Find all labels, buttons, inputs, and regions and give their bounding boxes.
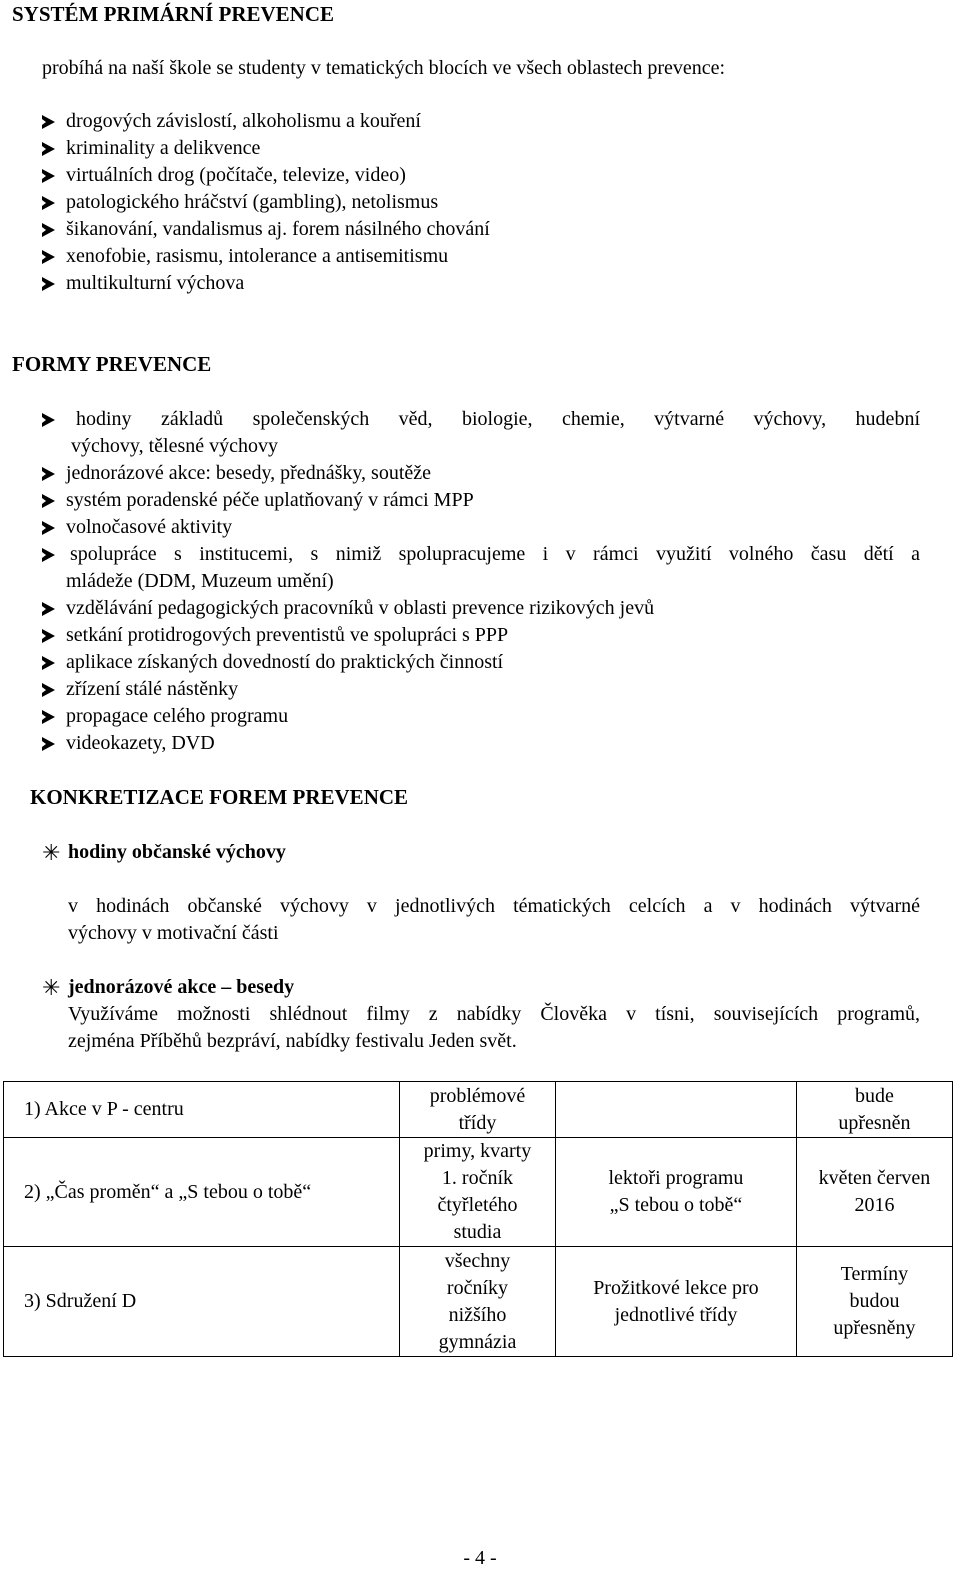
list-item: propagace celého programu	[42, 703, 920, 730]
list-item: kriminality a delikvence	[42, 135, 490, 162]
arrow-bullet-icon	[42, 196, 55, 210]
arrow-bullet-icon	[42, 629, 55, 643]
table-cell-lecturer: lektoři programu „S tebou o tobě“	[556, 1138, 797, 1247]
section-title-system: SYSTÉM PRIMÁRNÍ PREVENCE	[12, 2, 335, 26]
arrow-bullet-icon	[42, 602, 55, 616]
arrow-bullet-icon	[42, 169, 55, 183]
table-cell-group: primy, kvarty 1. ročník čtyřletého studia	[399, 1138, 555, 1247]
list-item: zřízení stálé nástěnky	[42, 676, 920, 703]
list-item: volnočasové aktivity	[42, 514, 920, 541]
list-item: šikanování, vandalismus aj. forem násilného chování	[42, 216, 490, 243]
list-item: hodiny základů společenských věd, biologie, chemie, výtvarné výchovy, hudební výchovy, tělesné výchovy	[42, 406, 920, 460]
arrow-bullet-icon	[42, 683, 55, 697]
table-cell-group: problémové třídy	[399, 1082, 555, 1138]
arrow-bullet-icon	[42, 548, 55, 562]
arrow-bullet-icon	[42, 413, 55, 427]
subsection-title-besedy: ✳ jednorázové akce – besedy	[42, 975, 295, 1000]
formy-list	[42, 406, 920, 757]
table-cell-date: květen červen 2016	[796, 1138, 952, 1247]
subsection-title-obcanska: ✳ hodiny občanské výchovy	[42, 840, 286, 865]
list-item: aplikace získaných dovedností do praktických činností	[42, 649, 920, 676]
arrow-bullet-icon	[42, 115, 55, 129]
list-item: videokazety, DVD	[42, 730, 920, 757]
arrow-bullet-icon	[42, 142, 55, 156]
table-cell-group: všechny ročníky nižšího gymnázia	[399, 1247, 555, 1357]
section-title-formy: FORMY PREVENCE	[12, 352, 212, 376]
arrow-bullet-icon	[42, 250, 55, 264]
list-item: drogových závislostí, alkoholismu a kouření	[42, 108, 490, 135]
list-item: multikulturní výchova	[42, 270, 490, 297]
section-intro: probíhá na naší škole se studenty v tematických blocích ve všech oblastech prevence:	[42, 57, 726, 79]
arrow-bullet-icon	[42, 223, 55, 237]
list-item: patologického hráčství (gambling), netolismus	[42, 189, 490, 216]
table-cell-lecturer	[556, 1082, 797, 1138]
asterisk-bullet-icon: ✳	[42, 840, 61, 865]
table-cell-date: bude upřesněn	[796, 1082, 952, 1138]
table-row	[4, 1247, 953, 1357]
page-number: - 4 -	[463, 1547, 497, 1569]
arrow-bullet-icon	[42, 277, 55, 291]
list-item: systém poradenské péče uplatňovaný v rámci MPP	[42, 487, 920, 514]
table-row	[4, 1082, 953, 1138]
arrow-bullet-icon	[42, 521, 55, 535]
list-item: xenofobie, rasismu, intolerance a antisemitismu	[42, 243, 490, 270]
list-item: virtuálních drog (počítače, televize, video)	[42, 162, 490, 189]
list-item: setkání protidrogových preventistů ve spolupráci s PPP	[42, 622, 920, 649]
arrow-bullet-icon	[42, 467, 55, 481]
arrow-bullet-icon	[42, 656, 55, 670]
prevence-areas-list	[42, 108, 490, 297]
section-title-konkretizace: KONKRETIZACE FOREM PREVENCE	[30, 785, 409, 809]
obcanska-description: v hodinách občanské výchovy v jednotlivých tématických celcích a v hodinách výtvarné výchovy v motivační části	[68, 895, 920, 944]
events-table	[3, 1081, 953, 1357]
arrow-bullet-icon	[42, 710, 55, 724]
arrow-bullet-icon	[42, 494, 55, 508]
table-cell-lecturer: Prožitkové lekce pro jednotlivé třídy	[556, 1247, 797, 1357]
table-cell-name: 2) „Čas proměn“ a „S tebou o tobě“	[4, 1138, 400, 1247]
table-row	[4, 1138, 953, 1247]
list-item: jednorázové akce: besedy, přednášky, soutěže	[42, 460, 920, 487]
asterisk-bullet-icon: ✳	[42, 975, 61, 1000]
besedy-description: Využíváme možnosti shlédnout filmy z nabídky Člověka v tísni, souvisejících programů, zejména Příběhů bezpráví, nabídky festivalu Jeden svět.	[68, 1003, 920, 1052]
list-item: vzdělávání pedagogických pracovníků v oblasti prevence rizikových jevů	[42, 595, 920, 622]
table-cell-name: 3) Sdružení D	[4, 1247, 400, 1357]
table-cell-date: Termíny budou upřesněny	[796, 1247, 952, 1357]
list-item: spolupráce s institucemi, s nimiž spolupracujeme i v rámci využití volného času dětí a mládeže (DDM, Muzeum umění)	[42, 541, 920, 595]
arrow-bullet-icon	[42, 737, 55, 751]
table-cell-name: 1) Akce v P - centru	[4, 1082, 400, 1138]
